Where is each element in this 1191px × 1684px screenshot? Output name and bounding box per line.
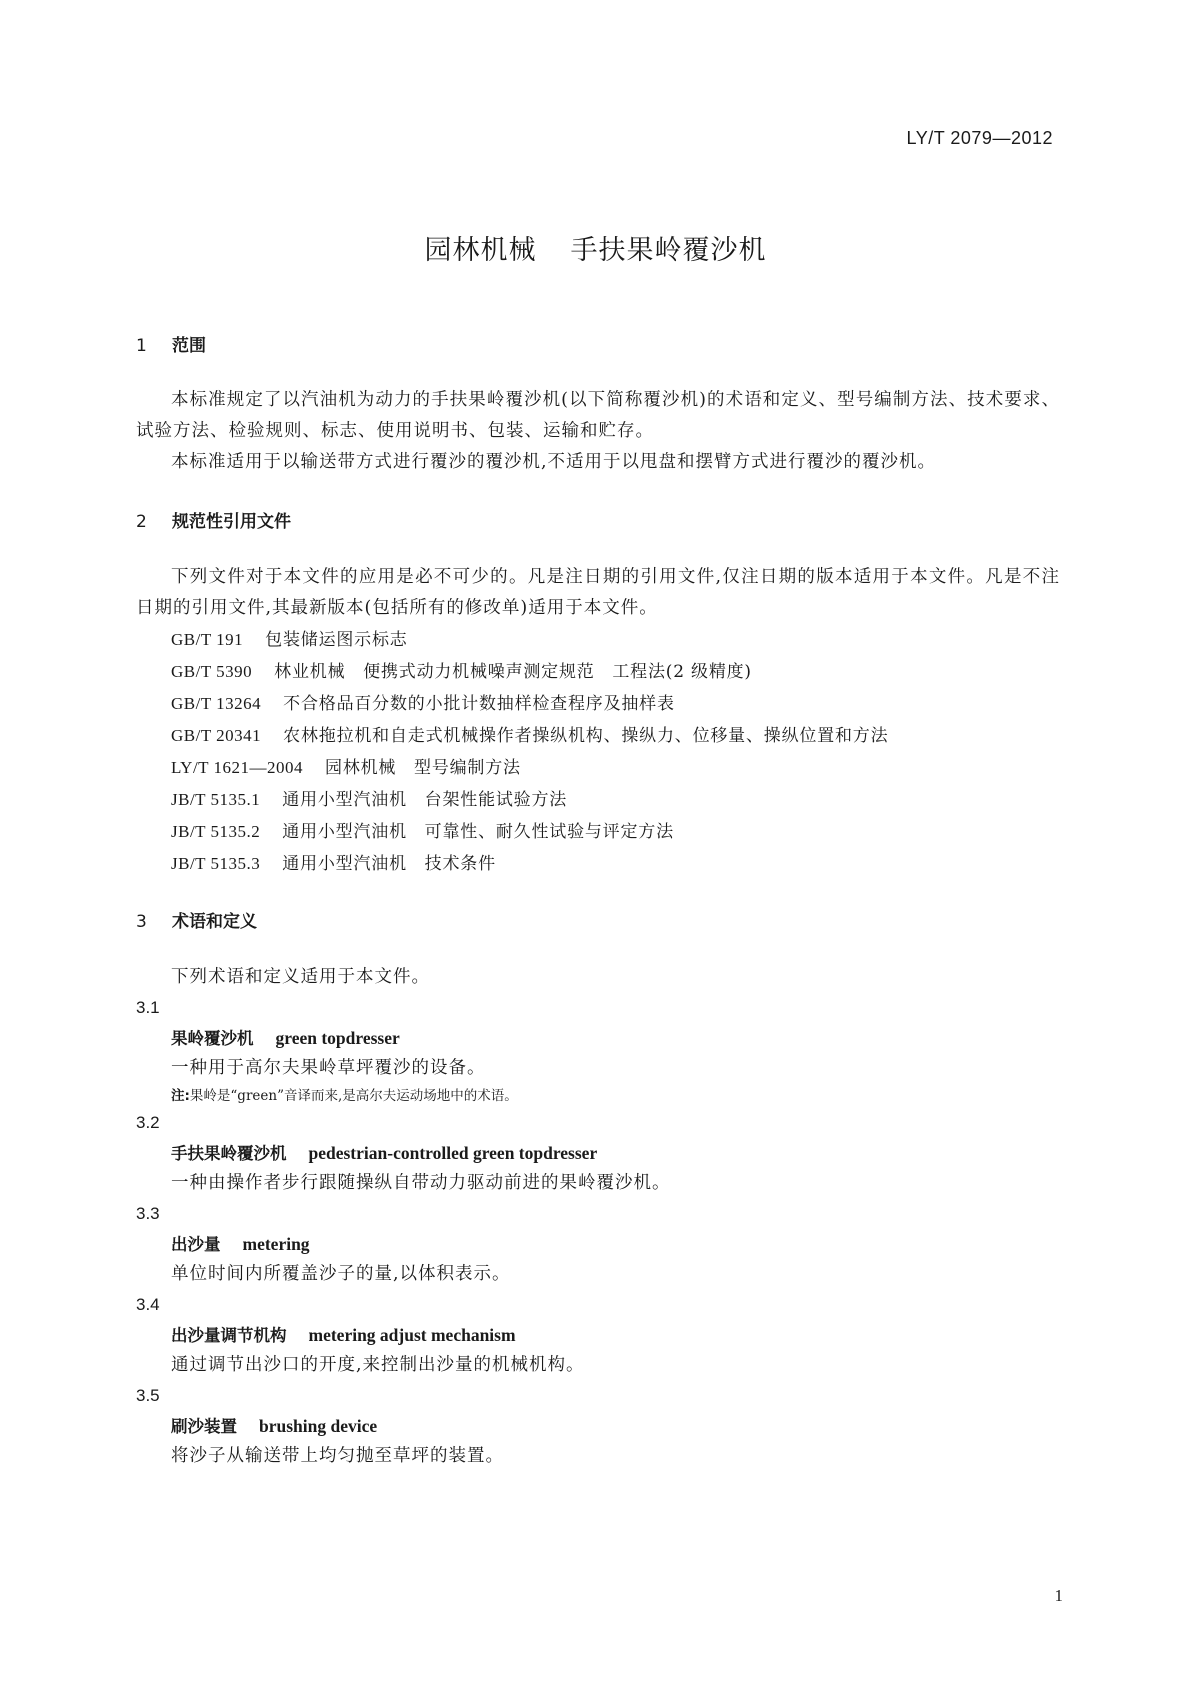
term-heading: 果岭覆沙机 green topdresser [171, 1028, 400, 1048]
section-title: 规范性引用文件 [172, 512, 291, 532]
section-title: 范围 [172, 336, 206, 356]
term-heading: 刷沙装置 brushing device [171, 1416, 378, 1436]
term-heading: 手扶果岭覆沙机 pedestrian-controlled green topdresser [171, 1143, 598, 1163]
scope-paragraph-1: 本标准规定了以汽油机为动力的手扶果岭覆沙机(以下简称覆沙机)的术语和定义、型号编制方法、技术要求、试验方法、检验规则、标志、使用说明书、包装、运输和贮存。 [136, 390, 1060, 441]
term-number: 3.3 [136, 1204, 160, 1223]
normative-intro-paragraph: 下列文件对于本文件的应用是必不可少的。凡是注日期的引用文件,仅注日期的版本适用于本文件。凡是不注日期的引用文件,其最新版本(包括所有的修改单)适用于本文件。 [136, 567, 1060, 618]
section-number: 2 [136, 512, 147, 532]
term-number: 3.5 [136, 1386, 160, 1405]
term-note: 注:果岭是“green”音译而来,是高尔夫运动场地中的术语。 [171, 1088, 518, 1104]
title-part-2: 手扶果岭覆沙机 [570, 235, 767, 266]
term-definition: 一种由操作者步行跟随操纵自带动力驱动前进的果岭覆沙机。 [171, 1173, 671, 1193]
section-heading-3 [136, 910, 1060, 934]
section-heading-2 [136, 510, 1060, 534]
term-number: 3.1 [136, 998, 160, 1017]
reference-item: JB/T 5135.3 通用小型汽油机 技术条件 [171, 854, 496, 874]
reference-list [136, 624, 1060, 880]
terms-intro-paragraph: 下列术语和定义适用于本文件。 [171, 967, 430, 987]
term-number: 3.2 [136, 1113, 160, 1132]
section-number: 1 [136, 336, 147, 356]
reference-item: GB/T 5390 林业机械 便携式动力机械噪声测定规范 工程法(2 级精度) [171, 662, 752, 682]
term-heading: 出沙量调节机构 metering adjust mechanism [171, 1325, 516, 1345]
document-body [136, 334, 1060, 1472]
scope-paragraph-2: 本标准适用于以输送带方式进行覆沙的覆沙机,不适用于以甩盘和摆臂方式进行覆沙的覆沙机。 [171, 452, 937, 472]
term-definition: 通过调节出沙口的开度,来控制出沙量的机械机构。 [171, 1355, 585, 1375]
reference-item: GB/T 191 包装储运图示标志 [171, 630, 408, 650]
section-title: 术语和定义 [172, 912, 257, 932]
term-heading: 出沙量 metering [171, 1234, 310, 1254]
term-definition: 将沙子从输送带上均匀抛至草坪的装置。 [171, 1446, 504, 1466]
title-part-1: 园林机械 [424, 235, 537, 266]
reference-item: GB/T 13264 不合格品百分数的小批计数抽样检查程序及抽样表 [171, 694, 675, 714]
reference-item: LY/T 1621—2004 园林机械 型号编制方法 [171, 758, 521, 778]
term-definition: 单位时间内所覆盖沙子的量,以体积表示。 [171, 1264, 511, 1284]
reference-item: JB/T 5135.2 通用小型汽油机 可靠性、耐久性试验与评定方法 [171, 822, 674, 842]
standard-code: LY/T 2079—2012 [906, 128, 1053, 148]
section-number: 3 [136, 912, 147, 932]
reference-item: JB/T 5135.1 通用小型汽油机 台架性能试验方法 [171, 790, 568, 810]
section-heading-1 [136, 334, 1060, 358]
term-number: 3.4 [136, 1295, 160, 1314]
document-title [0, 228, 1191, 267]
page-number: 1 [1054, 1586, 1063, 1605]
reference-item: GB/T 20341 农林拖拉机和自走式机械操作者操纵机构、操纵力、位移量、操纵位置和方法 [171, 726, 889, 746]
term-definition: 一种用于高尔夫果岭草坪覆沙的设备。 [171, 1058, 486, 1078]
